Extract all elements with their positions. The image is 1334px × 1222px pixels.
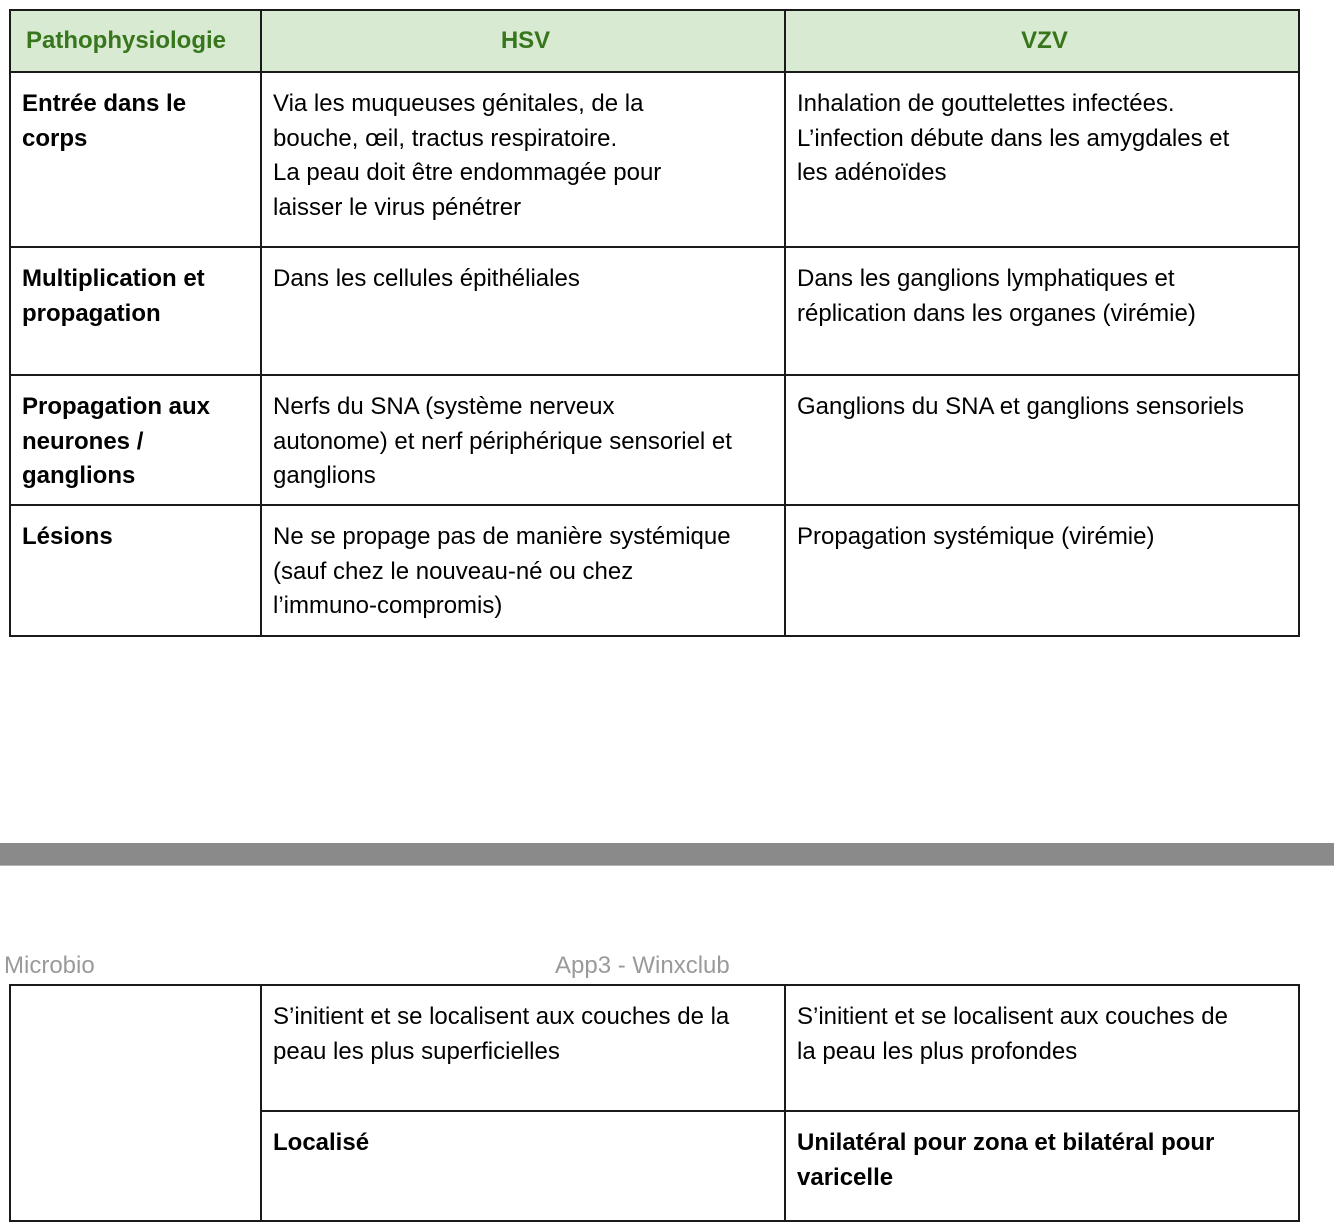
vzv-cell [785, 985, 1299, 1111]
page-header-center: App3 - Winxclub [555, 952, 730, 979]
text-line: Dans les ganglions lymphatiques et [797, 265, 1175, 292]
text-line: Via les muqueuses génitales, de la [273, 90, 644, 117]
text-line: Ganglions du SNA et ganglions sensoriels [797, 393, 1244, 420]
lesions-continuation-table [9, 984, 1300, 1222]
table-row [10, 375, 1299, 505]
vzv-cell [785, 505, 1299, 636]
vzv-cell [785, 375, 1299, 505]
table-row [10, 505, 1299, 636]
table-row [10, 247, 1299, 375]
row-label [10, 247, 261, 375]
text-line: les adénoïdes [797, 159, 947, 186]
pathophysiology-table [9, 9, 1300, 637]
text-line: l’immuno-compromis) [273, 592, 503, 619]
header-pathophysiologie: Pathophysiologie [10, 10, 261, 72]
text-line: Unilatéral pour zona et bilatéral pour [797, 1129, 1215, 1156]
text-line: Ne se propage pas de manière systémique [273, 523, 731, 550]
page-header-left: Microbio [4, 952, 95, 979]
text-line: L’infection débute dans les amygdales et [797, 124, 1230, 152]
header-hsv: HSV [261, 10, 785, 72]
hsv-cell [261, 1111, 785, 1221]
table-row [10, 72, 1299, 247]
text-line: varicelle [797, 1163, 894, 1191]
text-line: bouche, œil, tractus respiratoire. [273, 124, 618, 152]
text-line: Propagation aux [22, 393, 211, 420]
text-line: S’initient et se localisent aux couches de [797, 1003, 1228, 1030]
text-line: Entrée dans le [22, 90, 187, 117]
page-break-divider [0, 843, 1334, 866]
text-line: peau les plus superficielles [273, 1037, 560, 1065]
text-line: Lésions [22, 523, 113, 550]
text-line: propagation [22, 299, 161, 327]
table-row [10, 985, 1299, 1111]
text-line: corps [22, 124, 88, 152]
text-line: ganglions [22, 462, 136, 489]
hsv-cell [261, 985, 785, 1111]
text-line: neurones / [22, 427, 144, 455]
hsv-cell [261, 72, 785, 247]
vzv-cell [785, 72, 1299, 247]
hsv-cell [261, 375, 785, 505]
row-label [10, 375, 261, 505]
vzv-cell [785, 247, 1299, 375]
text-line: autonome) et nerf périphérique sensoriel et [273, 427, 732, 455]
text-line: Inhalation de gouttelettes infectées. [797, 90, 1175, 117]
row-label [10, 72, 261, 247]
hsv-cell [261, 247, 785, 375]
row-label [10, 505, 261, 636]
table-header-row [10, 10, 1299, 72]
row-label [10, 985, 261, 1221]
text-line: S’initient et se localisent aux couches de la [273, 1003, 730, 1030]
text-line: Multiplication et [22, 265, 205, 292]
text-line: Nerfs du SNA (système nerveux [273, 393, 615, 420]
text-line: réplication dans les organes (virémie) [797, 299, 1196, 327]
header-vzv: VZV [785, 10, 1299, 72]
text-line: Propagation systémique (virémie) [797, 523, 1155, 550]
text-line: (sauf chez le nouveau-né ou chez [273, 557, 634, 585]
hsv-cell [261, 505, 785, 636]
text-line: Localisé [273, 1129, 370, 1156]
text-line: la peau les plus profondes [797, 1037, 1078, 1065]
text-line: La peau doit être endommagée pour [273, 159, 662, 186]
text-line: laisser le virus pénétrer [273, 193, 522, 221]
text-line: Dans les cellules épithéliales [273, 265, 580, 292]
vzv-cell [785, 1111, 1299, 1221]
text-line: ganglions [273, 462, 376, 489]
